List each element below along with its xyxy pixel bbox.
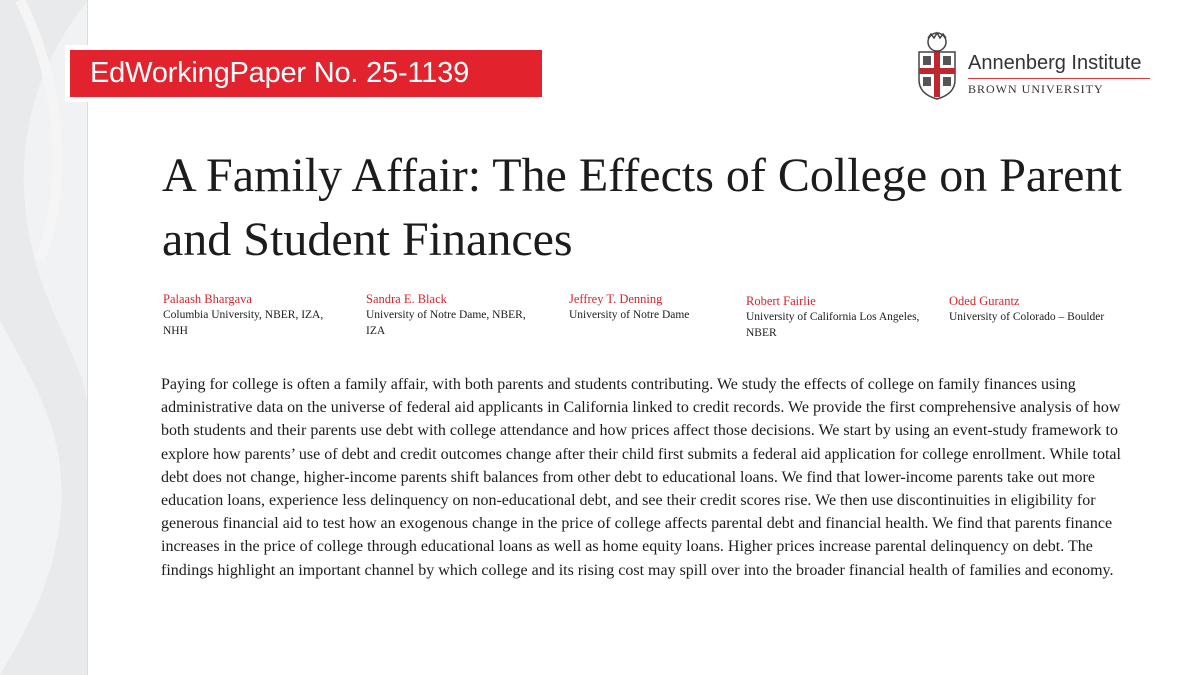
paper-title: A Family Affair: The Effects of College on Parent and Student Finances — [162, 149, 1122, 266]
author-name: Oded Gurantz — [949, 294, 1020, 308]
author-name: Palaash Bhargava — [163, 292, 252, 306]
brown-shield-icon — [916, 30, 958, 100]
author-block — [949, 293, 1149, 325]
side-band-edge — [87, 0, 88, 675]
author-block — [746, 293, 926, 341]
author-name: Robert Fairlie — [746, 294, 816, 308]
side-band-swirl — [0, 0, 88, 675]
author-affiliation: University of California Los Angeles, NBER — [746, 311, 920, 339]
abstract-text: Paying for college is often a family affair, with both parents and students contributing. We study the effects of college on family finances using administrative data on the universe of federal aid applicants in California linked to credit records. We provide the first comprehensive analysis of how both students and their parents use debt with college attendance and how prices affect those decisions. We start by using an event-study framework to explore how parents’ use of debt and credit outcomes change after their child first submits a federal aid application for college enrollment. While total debt does not change, higher-income parents shift balances from other debt to educational loans. We find that lower-income parents take out more education loans, experience less delinquency on non-educational debt, and see their credit scores rise. We then use discontinuities in eligibility for generous financial aid to test how an exogenous change in the price of college affects parental debt and financial health. We find that parents finance increases in the price of college through educational loans as well as home equity loans. Higher prices increase parental delinquency on debt. The findings highlight an important channel by which college and its rising cost may spill over into the broader financial health of families and economy. — [161, 376, 1121, 579]
author-name: Sandra E. Black — [366, 292, 447, 306]
author-affiliation: University of Notre Dame — [569, 309, 690, 321]
logo-title: Annenberg Institute — [968, 52, 1142, 74]
author-block — [366, 291, 546, 339]
author-name: Jeffrey T. Denning — [569, 292, 663, 306]
logo-subtitle: BROWN UNIVERSITY — [968, 82, 1104, 96]
author-affiliation: University of Notre Dame, NBER, IZA — [366, 309, 526, 337]
author-affiliation: Columbia University, NBER, IZA, NHH — [163, 309, 324, 337]
author-block — [569, 291, 739, 323]
decorative-side-band — [0, 0, 88, 675]
author-affiliation: University of Colorado – Boulder — [949, 311, 1105, 323]
working-paper-badge: EdWorkingPaper No. 25-1139 — [70, 50, 542, 97]
annenberg-logo — [916, 30, 1156, 102]
author-block — [163, 291, 343, 339]
logo-divider — [968, 78, 1150, 79]
